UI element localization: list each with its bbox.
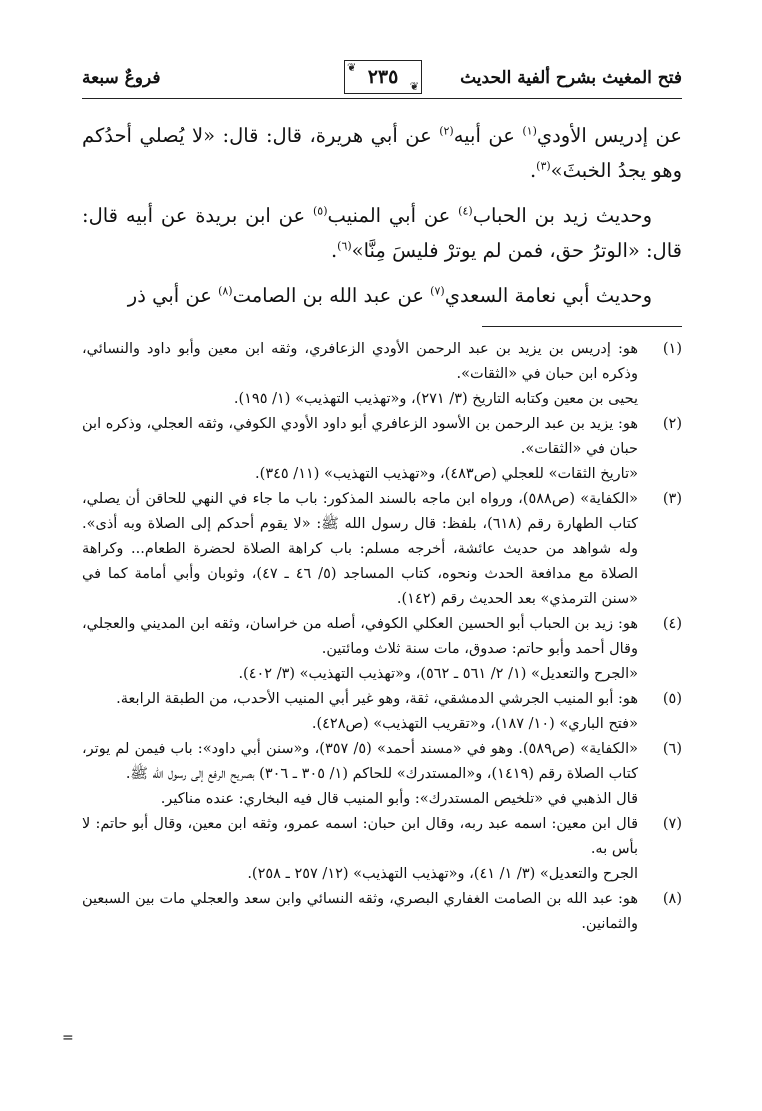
footnote-line: هو: زيد بن الحباب أبو الحسين العكلي الكوفي، أصله من خراسان، وثقه ابن المديني والعجلي، وقال أحمد وأبو حاتم: صدوق، مات سنة ثلاث ومائتين. <box>82 616 638 657</box>
page-number-box <box>344 60 422 94</box>
text-run: . <box>330 239 338 262</box>
text-run: عن أبي ذر <box>127 284 219 307</box>
running-header <box>82 60 682 100</box>
ornament-icon: ❦ <box>409 80 419 93</box>
text-run: عن أبيه <box>453 124 523 147</box>
footnote-number: (٢) <box>662 416 682 432</box>
main-paragraph <box>82 198 682 268</box>
footnote-number: (١) <box>662 341 682 357</box>
text-run: عن إدريس الأودي <box>536 124 682 147</box>
footnote-ref[interactable]: (٦) <box>337 239 352 253</box>
footnote-line: هو: عبد الله بن الصامت الغفاري البصري، وثقه النسائي وابن سعد والعجلي مات بين السبعين والثمانين. <box>82 891 638 932</box>
footnote-line: «الجرح والتعديل» (١/ ٢/ ٥٦١ ـ ٥٦٢)، و«تهذيب التهذيب» (٣/ ٤٠٢). <box>238 666 638 682</box>
footnote-ref[interactable]: (٨) <box>218 284 233 298</box>
footnote-item <box>82 612 682 687</box>
footnote-number: (٦) <box>662 741 682 757</box>
footnote-item <box>82 687 682 737</box>
footnote-ref[interactable]: (٥) <box>312 204 328 218</box>
footnote-item <box>82 487 682 612</box>
header-divider <box>82 98 682 99</box>
margin-mark: = <box>62 1030 74 1046</box>
footnote-number: (٥) <box>662 691 682 707</box>
footnotes <box>82 337 682 937</box>
footnote-line: الجرح والتعديل» (٣/ ١/ ٤١)، و«تهذيب التهذيب» (١٢/ ٢٥٧ ـ ٢٥٨). <box>247 866 638 882</box>
footnote-line: يحيى بن معين وكتابه التاريخ (٣/ ٢٧١)، و«تهذيب التهذيب» (١/ ١٩٥). <box>233 391 638 407</box>
footnote-ref[interactable]: (١) <box>522 124 537 138</box>
footnote-line: هو: إدريس بن يزيد بن عبد الرحمن الأودي الزعافري، وثقه ابن معين وأبو داود والنسائي، وذكره ابن حبان في «الثقات». <box>82 341 638 382</box>
text-run: وحديث زيد بن الحباب <box>472 204 652 227</box>
footnote-item <box>82 887 682 937</box>
text-run: عن أبي المنيب <box>327 204 459 227</box>
footnote-line: «الكفاية» (ص٥٨٨)، ورواه ابن ماجه بالسند المذكور: باب ما جاء في النهي للحاقن أن يصلي، كتاب الطهارة رقم (٦١٨)، بلفظ: قال رسول الله ﷺ: «لا يقوم أحدكم إلى الصلاة وبه أذى». وله شواهد من حديث عائشة، أخرجه مسلم: باب كراهة الصلاة لحضرة الطعام... وكراهة الصلاة مع مدافعة الحدث ونحوه، كتاب المساجد (٥/ ٤٦ ـ ٤٧)، وثوبان وأبي أمامة كما في «سنن الترمذي» بعد الحديث رقم (١٤٢). <box>82 491 639 607</box>
footnote-number: (٣) <box>662 491 682 507</box>
footnote-number: (٧) <box>662 816 682 832</box>
footnote-line: قال ابن معين: اسمه عبد ربه، وقال ابن حبان: اسمه عمرو، وثقه ابن معين، وقال أبو حاتم: لا بأس به. <box>82 816 638 857</box>
footnote-item <box>82 737 682 812</box>
text-run: وحديث أبي نعامة السعدي <box>444 284 652 307</box>
page-number: ٢٣٥ <box>367 66 399 88</box>
text-run: . <box>529 159 537 182</box>
text-run: عن أبي هريرة، قال: قال: «لا يُصلي أحدُكم وهو يجدُ الخبثَ» <box>82 124 682 182</box>
footnote-ref[interactable]: (٢) <box>439 124 454 138</box>
footnote-line: هو: يزيد بن عبد الرحمن بن الأسود الزعافري أبو داود الأودي الكوفي، وثقه العجلي، وذكره ابن حبان في «الثقات». <box>82 416 638 457</box>
footnote-line: هو: أبو المنيب الجرشي الدمشقي، ثقة، وهو غير أبي المنيب الأحدب، من الطبقة الرابعة. <box>116 691 638 707</box>
footnote-divider <box>482 326 682 327</box>
main-paragraph <box>82 278 682 313</box>
main-paragraph <box>82 118 682 188</box>
footnote-line: «تاريخ الثقات» للعجلي (ص٤٨٣)، و«تهذيب التهذيب» (١١/ ٣٤٥). <box>255 466 638 482</box>
footnote-number: (٤) <box>662 616 682 632</box>
text-run: عن عبد الله بن الصامت <box>232 284 431 307</box>
footnote-ref[interactable]: (٣) <box>536 159 551 173</box>
footnote-item <box>82 812 682 887</box>
section-title: فروعٌ سبعة <box>82 68 161 88</box>
main-text <box>82 118 682 323</box>
footnote-line: «الكفاية» (ص٥٨٩). وهو في «مسند أحمد» (٥/ ٣٥٧)، و«سنن أبي داود»: باب فيمن لم يوتر، كتاب الصلاة رقم (١٤١٩)، و«المستدرك» للحاكم (١/ ٣٠٥ ـ ٣٠٦) بصريح الرفع إلى رسول الله ﷺ. <box>82 741 639 782</box>
footnote-number: (٨) <box>662 891 682 907</box>
ornament-icon: ❦ <box>347 61 357 74</box>
footnote-ref[interactable]: (٧) <box>430 284 445 298</box>
footnote-line: قال الذهبي في «تلخيص المستدرك»: وأبو المنيب قال فيه البخاري: عنده مناكير. <box>160 791 638 807</box>
book-title: فتح المغيث بشرح ألفية الحديث <box>460 68 682 88</box>
text-run: عن ابن بريدة عن أبيه قال: قال: «الوترُ حق، فمن لم يوترْ فليسَ مِنَّا» <box>82 204 682 262</box>
footnote-ref[interactable]: (٤) <box>458 204 473 218</box>
footnote-line: «فتح الباري» (١٠/ ١٨٧)، و«تقريب التهذيب» (ص٤٢٨). <box>311 716 638 732</box>
footnote-item <box>82 412 682 487</box>
footnote-item <box>82 337 682 412</box>
